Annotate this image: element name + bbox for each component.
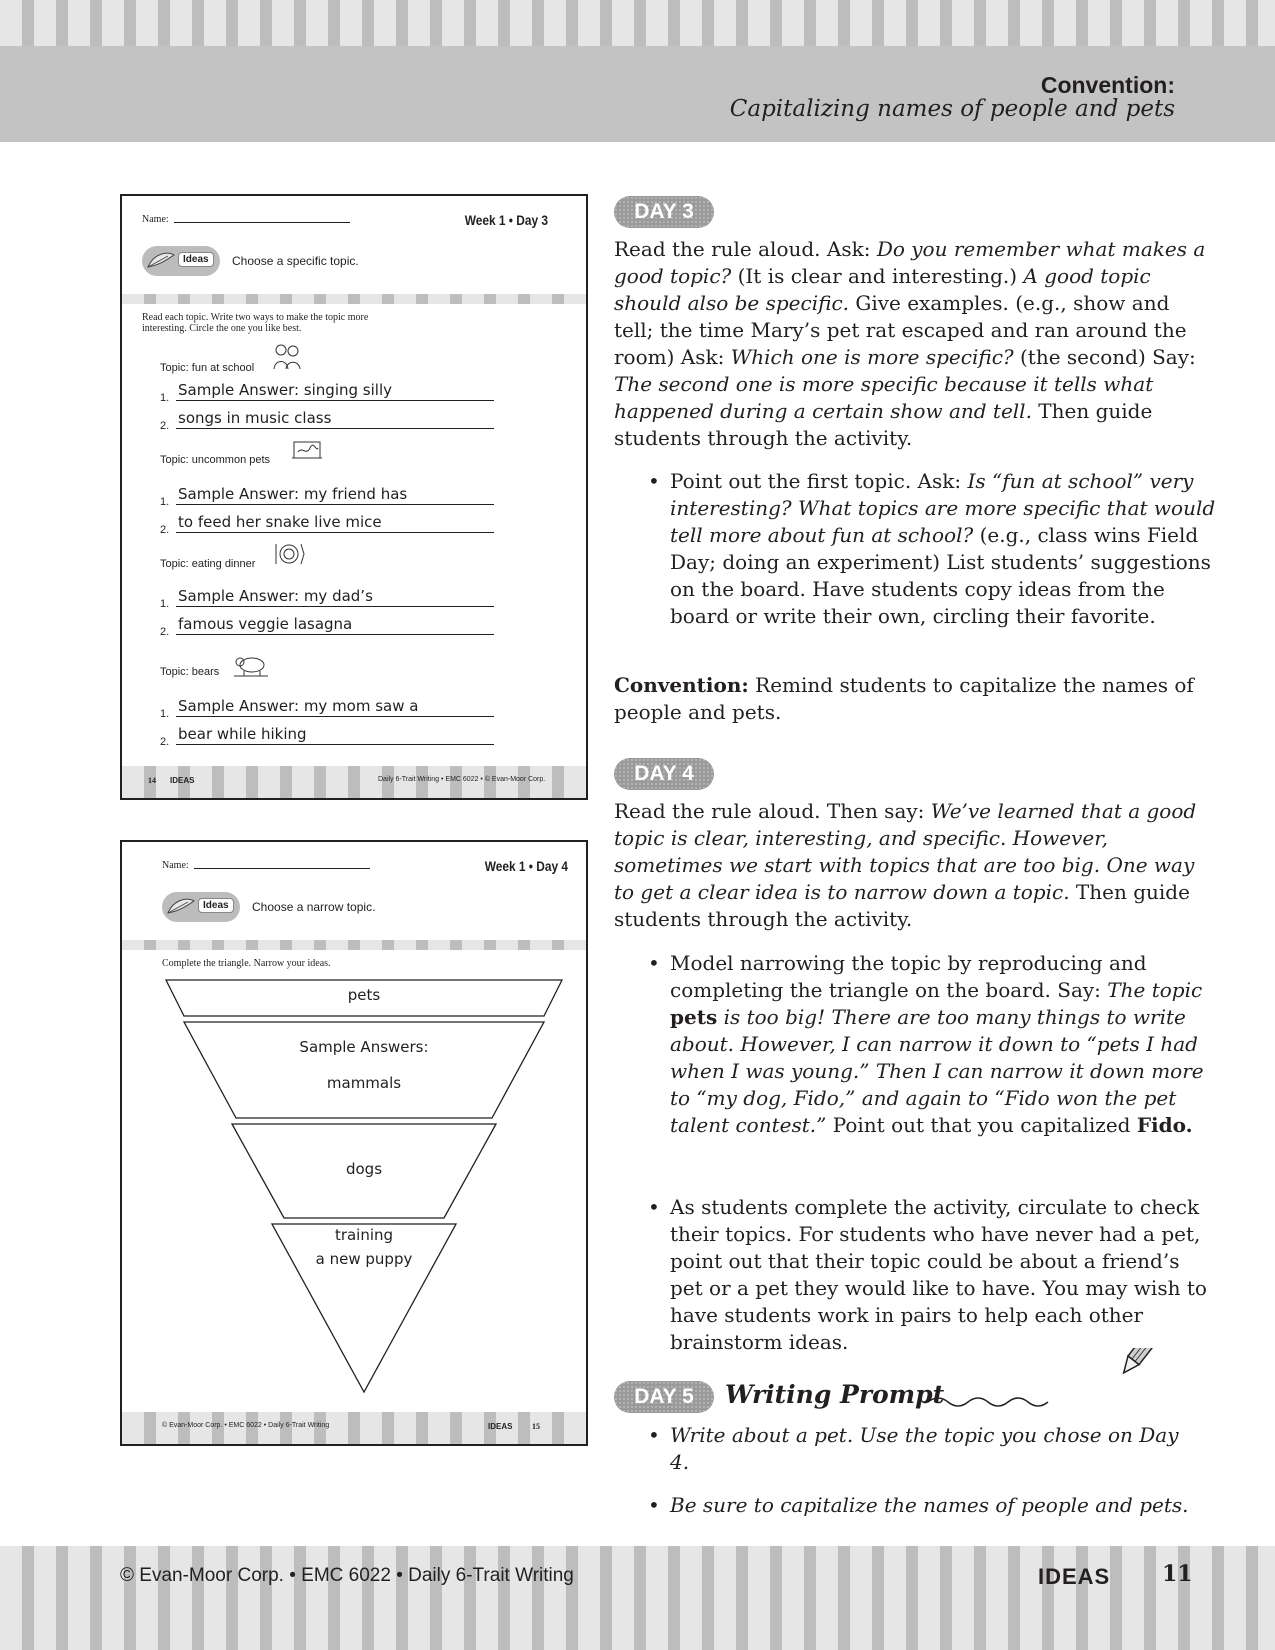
answer-number: 1. <box>160 708 170 720</box>
text-run: Then guide students through the activity. <box>614 880 1190 931</box>
answer-number: 2. <box>160 736 170 748</box>
day-4-badge: DAY 4 <box>614 758 714 790</box>
triangle-text-level-1: pets <box>347 986 381 1004</box>
header-subtitle: Capitalizing names of people and pets <box>729 96 1175 122</box>
footer-page-number: 11 <box>1162 1561 1193 1587</box>
handwritten-answer: Sample Answer: my mom saw a <box>178 697 419 715</box>
text-run: (It is clear and interesting.) <box>731 264 1024 288</box>
text-run: is too big! There are too many things to write about. However, I can narrow it down to “pets I had when I was young.” Then I can narrow it down more to “my dog, Fido,” and again to “Fido won the pet talent contest.” <box>670 1005 1204 1137</box>
day-4-paragraph <box>614 798 1214 933</box>
snake-tank-icon <box>290 436 324 464</box>
text-run: (e.g., class wins Field Day; doing an experiment) List students’ suggestions on the board. Have students copy ideas from the board or write their own, circling their favorite. <box>670 523 1211 628</box>
day-5-bullet-1-text: Write about a pet. Use the topic you chose on Day 4. <box>670 1423 1179 1474</box>
triangle-text-level-3: dogs <box>345 1160 383 1178</box>
text-run: The topic <box>1107 978 1203 1002</box>
worksheet-credit: Daily 6-Trait Writing • EMC 6022 • © Evan-Moor Corp. <box>378 776 546 783</box>
text-run: Give examples. (e.g., show and tell; the time Mary’s pet rat escaped and ran around the room) Ask: <box>614 291 1187 369</box>
topic-label: Topic: eating dinner <box>160 558 256 570</box>
text-run: (the second) Say: <box>1013 345 1196 369</box>
text-run: Which one is more specific? <box>730 345 1014 369</box>
worksheet-credit: © Evan-Moor Corp. • EMC 6022 • Daily 6-Trait Writing <box>162 1422 330 1429</box>
triangle-heading: Sample Answers: <box>299 1038 429 1056</box>
text-run: Read the rule aloud. Then say: <box>614 799 931 823</box>
worksheet-day4-thumbnail <box>120 840 588 1446</box>
worksheet-footer <box>122 766 586 798</box>
worksheet-day3-thumbnail <box>120 194 588 800</box>
topic-label: Topic: uncommon pets <box>160 454 271 466</box>
name-label: Name: <box>162 860 189 871</box>
pencil-icon <box>928 1348 1196 1418</box>
writing-prompt-title: Writing Prompt <box>725 1380 945 1409</box>
footer-bar <box>0 1546 1275 1650</box>
handwritten-answer: famous veggie lasagna <box>178 615 353 633</box>
answer-number: 2. <box>160 420 170 432</box>
bullet-dot: • <box>648 469 660 493</box>
header-stripes <box>0 0 1275 46</box>
answer-number: 2. <box>160 524 170 536</box>
text-run: Then guide students through the activity. <box>614 399 1153 450</box>
triangle-text-level-4a: training <box>334 1226 394 1244</box>
header-title: Convention: <box>1040 72 1175 98</box>
text-run: The second one is more specific because it tells what happened during a certain show and tell. <box>614 372 1154 423</box>
handwritten-answer: Sample Answer: singing silly <box>178 381 392 399</box>
day-5-bullet-2 <box>648 1492 1230 1519</box>
answer-number: 1. <box>160 598 170 610</box>
direction-text: Choose a specific topic. <box>232 254 359 268</box>
narrowing-triangle <box>122 842 586 1444</box>
worksheet-page-number: 15 <box>532 1422 540 1431</box>
text-run: Convention: <box>614 673 749 697</box>
worksheet-instruction <box>142 312 368 334</box>
week-day-label: Week 1 • Day 3 <box>464 212 548 228</box>
text-run: Point out the first topic. Ask: <box>670 469 968 493</box>
handwritten-answer: Sample Answer: my friend has <box>178 485 408 503</box>
plate-utensils-icon <box>272 540 306 568</box>
worksheet-section: IDEAS <box>488 1422 513 1431</box>
worksheet-page-number: 14 <box>148 776 156 785</box>
day-4-bullet-2 <box>648 1194 1218 1356</box>
direction-text: Choose a narrow topic. <box>252 900 376 914</box>
handwritten-answer: to feed her snake live mice <box>178 513 382 531</box>
bullet-dot: • <box>648 951 660 975</box>
name-line <box>174 222 350 223</box>
handwritten-answer: bear while hiking <box>178 725 307 743</box>
text-run: pets <box>670 1005 718 1029</box>
instruction-line-1: Read each topic. Write two ways to make the topic more <box>142 312 369 323</box>
text-run: A good topic should also be specific. <box>614 264 1151 315</box>
bullet-dot: • <box>648 1423 660 1447</box>
text-run: Do you remember what makes a good topic? <box>614 237 1206 288</box>
answer-number: 1. <box>160 392 170 404</box>
week-day-label: Week 1 • Day 4 <box>484 858 568 874</box>
answer-number: 2. <box>160 626 170 638</box>
day-4-bullet-2-text <box>670 1195 1207 1354</box>
convention-reminder <box>614 672 1218 726</box>
triangle-text-level-2: mammals <box>326 1074 402 1092</box>
day-4-bullet-1 <box>648 950 1218 1139</box>
answer-number: 1. <box>160 496 170 508</box>
worksheet-stripe-band <box>122 294 586 304</box>
day-5-bullet-2-text: Be sure to capitalize the names of people and pets. <box>670 1493 1189 1517</box>
ideas-trait-badge <box>142 246 220 276</box>
day-3-badge: DAY 3 <box>614 196 714 228</box>
day-3-paragraph <box>614 236 1214 452</box>
footer-section-label: IDEAS <box>1038 1564 1111 1589</box>
text-run: Fido. <box>1136 1113 1193 1137</box>
triangle-level-2 <box>184 1022 544 1118</box>
day-5-badge: DAY 5 <box>614 1381 714 1413</box>
day-3-bullet <box>648 468 1218 630</box>
day-5-bullet-1 <box>648 1422 1190 1476</box>
bear-icon <box>234 650 268 678</box>
bullet-dot: • <box>648 1195 660 1219</box>
worksheet-instruction: Complete the triangle. Narrow your ideas. <box>162 958 331 969</box>
day-4-bullet-1-text <box>670 951 1204 1137</box>
trait-label: Ideas <box>178 252 214 267</box>
triangle-text-level-4b: a new puppy <box>315 1250 413 1268</box>
text-run: As students complete the activity, circulate to check their topics. For students who have never had a pet, point out that their topic could be about a friend’s pet or a pet they would like to have. You may wish to have students work in pairs to help each other brainstorm ideas. <box>670 1195 1207 1354</box>
worksheet-section: IDEAS <box>170 776 195 785</box>
topic-label: Topic: fun at school <box>160 362 255 374</box>
trait-label: Ideas <box>198 898 234 913</box>
footer-credit: © Evan-Moor Corp. • EMC 6022 • Daily 6-Trait Writing <box>120 1565 574 1586</box>
text-run: Read the rule aloud. Ask: <box>614 237 877 261</box>
handwritten-answer: Sample Answer: my dad’s <box>178 587 373 605</box>
children-icon <box>270 342 304 370</box>
name-label: Name: <box>142 214 169 225</box>
day-3-bullet-text <box>670 469 1215 628</box>
text-run: Is “fun at school” very interesting? What topics are more specific that would tell more about fun at school? <box>670 469 1216 547</box>
worksheet-footer <box>122 1412 586 1444</box>
text-run: We’ve learned that a good topic is clear, interesting, and specific. However, sometimes we start with topics that are too big. One way to get a clear idea is to narrow down a topic. <box>614 799 1197 904</box>
handwritten-answer: songs in music class <box>178 409 332 427</box>
text-run: Model narrowing the topic by reproducing and completing the triangle on the board. Say: <box>670 951 1147 1002</box>
bullet-dot: • <box>648 1493 660 1517</box>
instruction-line-2: interesting. Circle the one you like best. <box>142 323 302 334</box>
text-run: Remind students to capitalize the names of people and pets. <box>614 673 1194 724</box>
topic-label: Topic: bears <box>160 666 220 678</box>
feather-icon <box>146 251 176 271</box>
text-run: Point out that you capitalized <box>826 1113 1137 1137</box>
